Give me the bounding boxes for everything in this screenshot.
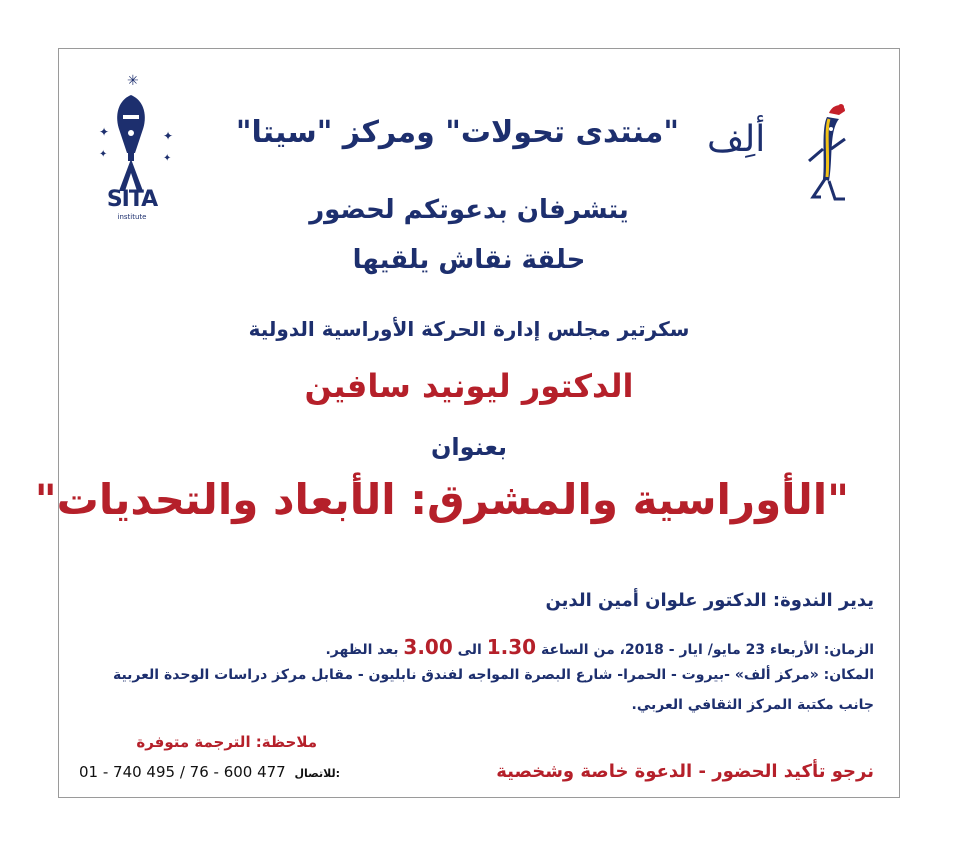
time-line (239, 635, 874, 659)
speaker-name: الدكتور ليونيد سافين (304, 367, 634, 405)
star-icon: ✦ (99, 125, 110, 139)
place-line-continued: جانب مكتبة المركز الثقافي العربي. (631, 697, 874, 713)
lecture-title: "الأوراسية والمشرق: الأبعاد والتحديات" (34, 475, 849, 524)
time-end: 3.00 (403, 635, 453, 659)
talk-line: حلقة نقاش يلقيها (352, 245, 586, 275)
moderator-line: يدير الندوة: الدكتور علوان أمين الدين (545, 590, 874, 611)
time-suffix: بعد الظهر. (325, 642, 399, 658)
title-intro: بعنوان (430, 433, 508, 461)
forum-title: "منتدى تحولات" ومركز "سيتا" (235, 115, 679, 150)
time-start: 1.30 (486, 635, 537, 659)
speaker-role: سكرتير مجلس إدارة الحركة الأوراسية الدولية (248, 317, 690, 341)
rsvp-line: نرجو تأكيد الحضور - الدعوة خاصة وشخصية (496, 761, 874, 782)
star-icon: ✳ (127, 73, 139, 89)
logo-left-text: SITA (106, 187, 158, 212)
invitation-card (34, 48, 900, 798)
alif-character-logo-icon (799, 99, 869, 209)
translation-note: ملاحظة: الترجمة متوفرة (136, 733, 317, 751)
star-icon: ✦ (163, 153, 172, 164)
invite-line: يتشرفان بدعوتكم لحضور (309, 195, 629, 225)
star-icon: ✦ (99, 149, 108, 160)
contact-line (79, 763, 379, 781)
logo-left-subtext: institute (117, 213, 147, 221)
time-text: الزمان: الأربعاء 23 مايو/ ايار - 2018، من الساعة (540, 642, 874, 658)
contact-numbers: 01 - 740 495 / 76 - 600 477 (79, 763, 286, 781)
contact-label: للاتصال: (294, 767, 341, 780)
logo-right-text: ألِف (707, 119, 766, 160)
time-to: الى (457, 642, 482, 658)
star-icon: ✦ (163, 129, 174, 143)
place-line: المكان: «مركز ألف» -بيروت - الحمرا- شارع البصرة المواجه لفندق نابليون - مقابل مركز دراسات الوحدة العربية (112, 667, 874, 683)
